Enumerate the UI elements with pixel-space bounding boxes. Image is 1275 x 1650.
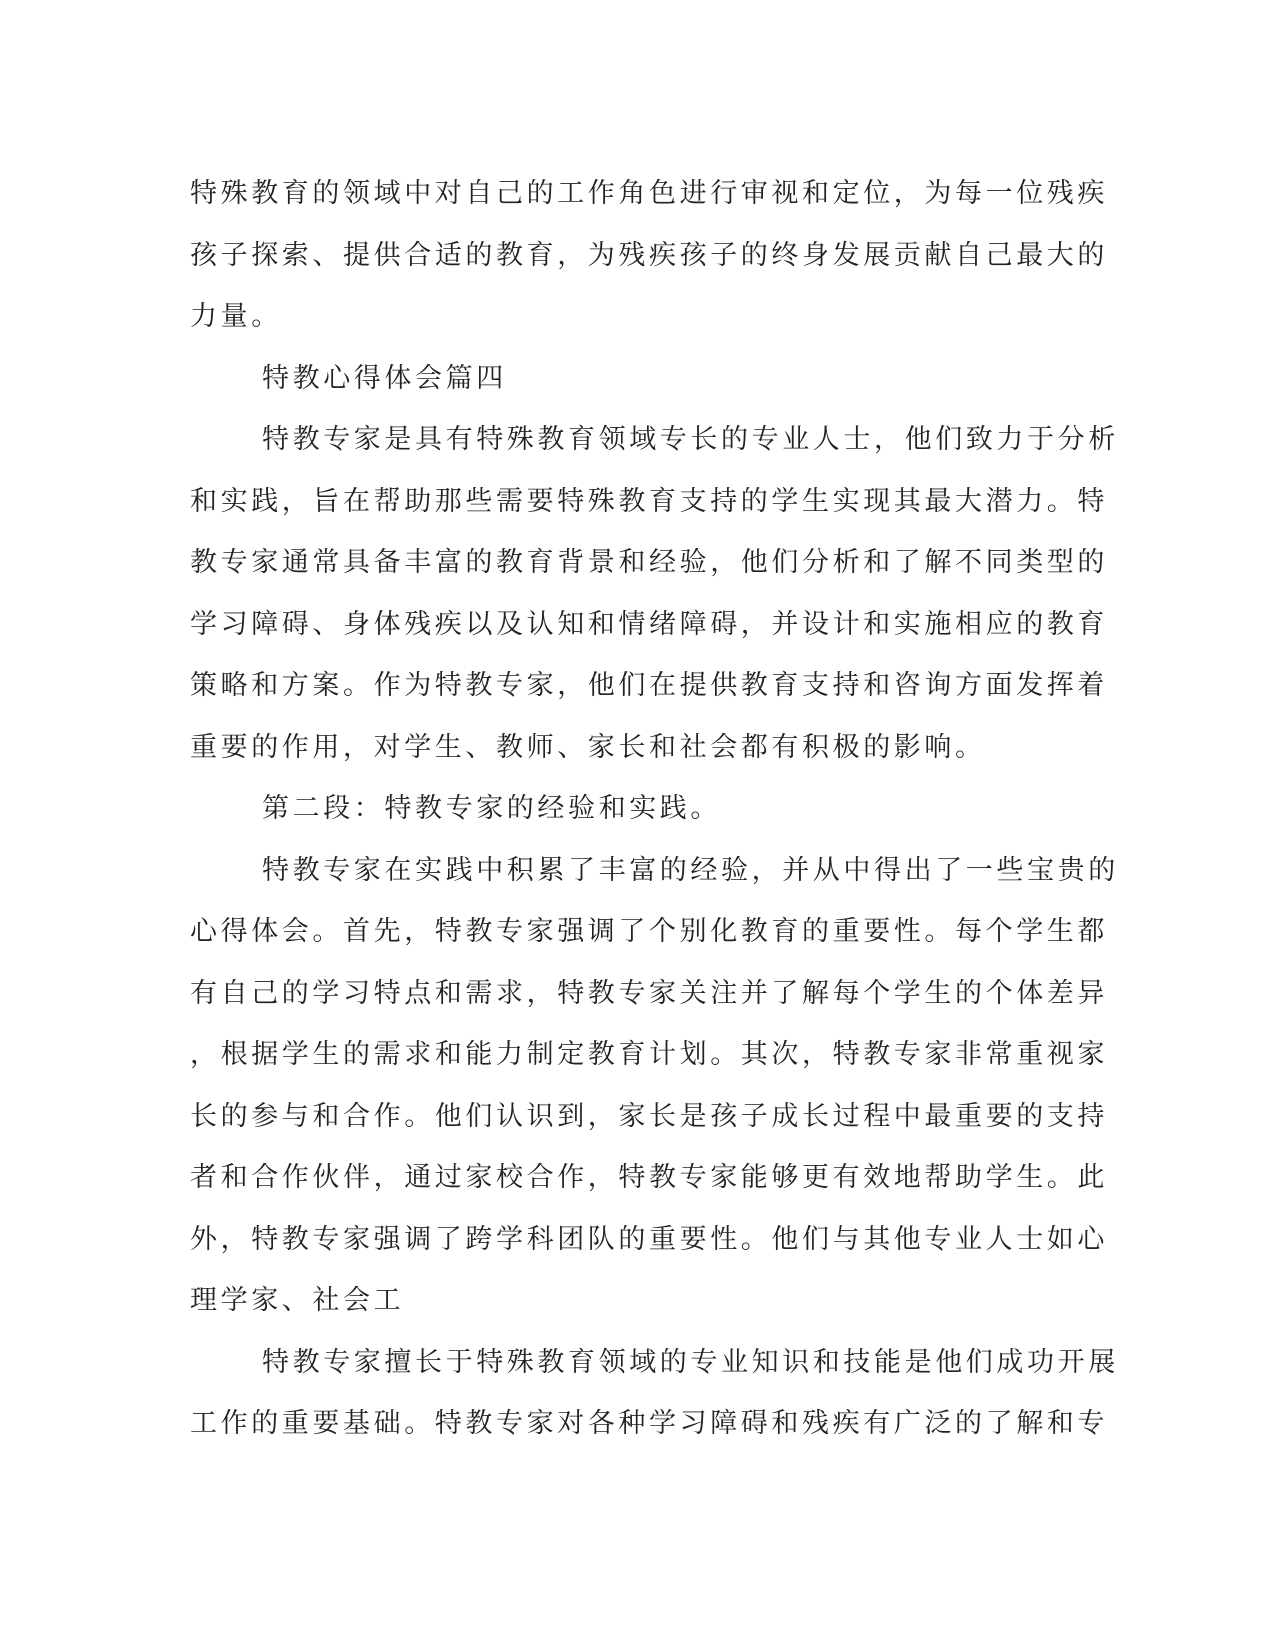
paragraph-first-line: 特教专家是具有特殊教育领域专长的专业人士，他们致力于分析: [262, 424, 1119, 455]
text-line: 者和合作伙伴，通过家校合作，特教专家能够更有效地帮助学生。此: [190, 1162, 1108, 1193]
paragraph-first-line: 特教专家擅长于特殊教育领域的专业知识和技能是他们成功开展: [262, 1346, 1119, 1378]
text-line: 特殊教育的领域中对自己的工作角色进行审视和定位，为每一位残疾: [190, 178, 1108, 209]
paragraph-first-line: 第二段：特教专家的经验和实践。: [262, 793, 721, 824]
text-line: 心得体会。首先，特教专家强调了个别化教育的重要性。每个学生都: [190, 916, 1108, 947]
text-line: 重要的作用，对学生、教师、家长和社会都有积极的影响。: [190, 731, 986, 763]
text-line: 理学家、社会工: [190, 1285, 405, 1316]
text-line: 策略和方案。作为特教专家，他们在提供教育支持和咨询方面发挥着: [190, 670, 1108, 701]
text-line: 力量。: [190, 301, 282, 332]
text-line: 孩子探索、提供合适的教育，为残疾孩子的终身发展贡献自己最大的: [190, 239, 1108, 271]
text-line: 工作的重要基础。特教专家对各种学习障碍和残疾有广泛的了解和专: [190, 1408, 1108, 1439]
paragraph-first-line: 特教心得体会篇四: [262, 362, 507, 394]
text-line: 长的参与和合作。他们认识到，家长是孩子成长过程中最重要的支持: [190, 1100, 1108, 1132]
text-line: 教专家通常具备丰富的教育背景和经验，他们分析和了解不同类型的: [190, 547, 1108, 578]
text-line: 有自己的学习特点和需求，特教专家关注并了解每个学生的个体差异: [190, 977, 1108, 1009]
text-line: 外，特教专家强调了跨学科团队的重要性。他们与其他专业人士如心: [190, 1223, 1108, 1255]
document-body: [190, 163, 1119, 1455]
paragraph-first-line: 特教专家在实践中积累了丰富的经验，并从中得出了一些宝贵的: [262, 854, 1119, 886]
text-line: ，根据学生的需求和能力制定教育计划。其次，特教专家非常重视家: [190, 1039, 1108, 1070]
text-line: 和实践，旨在帮助那些需要特殊教育支持的学生实现其最大潜力。特: [190, 485, 1108, 517]
text-line: 学习障碍、身体残疾以及认知和情绪障碍，并设计和实施相应的教育: [190, 608, 1108, 640]
